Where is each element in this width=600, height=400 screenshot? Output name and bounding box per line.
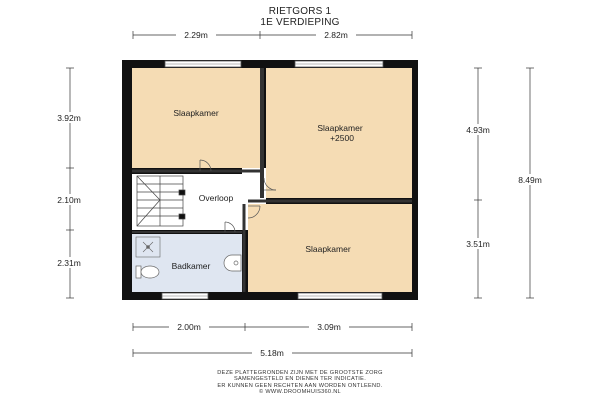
dim-right-lower: 3.51m [466,239,490,249]
toilet-icon [136,266,159,278]
sink-icon [224,255,241,271]
dim-left-middle: 2.10m [57,195,81,205]
window-bottom-left [162,293,208,299]
disclaimer [0,370,600,395]
floor-label: 1E VERDIEPING [260,17,340,28]
label-bedroom-bottom-right: Slaapkamer [305,244,351,254]
dim-left-upper: 3.92m [57,113,81,123]
window-bottom-right [298,293,382,299]
dim-top-right: 2.82m [324,30,348,40]
dim-top-left: 2.29m [184,30,208,40]
label-landing: Overloop [198,193,234,203]
label-bathroom: Badkamer [171,261,211,271]
dim-left-lower: 2.31m [57,258,81,268]
dim-right-total: 8.49m [518,175,542,185]
plan-title: RIETGORS 1 [268,6,332,17]
dim-bottom-left: 2.00m [177,322,201,332]
label-bedroom-top-right-note: +2500 [330,133,354,143]
window-top-left [165,61,241,67]
dim-right-upper: 4.93m [466,125,490,135]
copyright: © WWW.DROOMHUIS360.NL [259,388,341,395]
label-bedroom-top-right: Slaapkamer [317,123,363,133]
room-bedroom-top-left [132,68,260,168]
disclaimer-line: DEZE PLATTEGRONDEN ZIJN MET DE GROOTSTE ZORG [217,370,383,376]
dim-bottom-right: 3.09m [317,322,341,332]
staircase [137,176,185,226]
dim-total: 5.18m [260,348,284,358]
window-top-right [295,61,383,67]
disclaimer-line: SAMENGESTELD EN DIENEN TER INDICATIE. [233,376,367,383]
disclaimer-line: ER KUNNEN GEEN RECHTEN AAN WORDEN ONTLEEND. [217,382,383,389]
dimension-top [133,31,412,39]
dimension-right-inner [474,68,482,298]
label-bedroom-top-left: Slaapkamer [173,108,219,118]
